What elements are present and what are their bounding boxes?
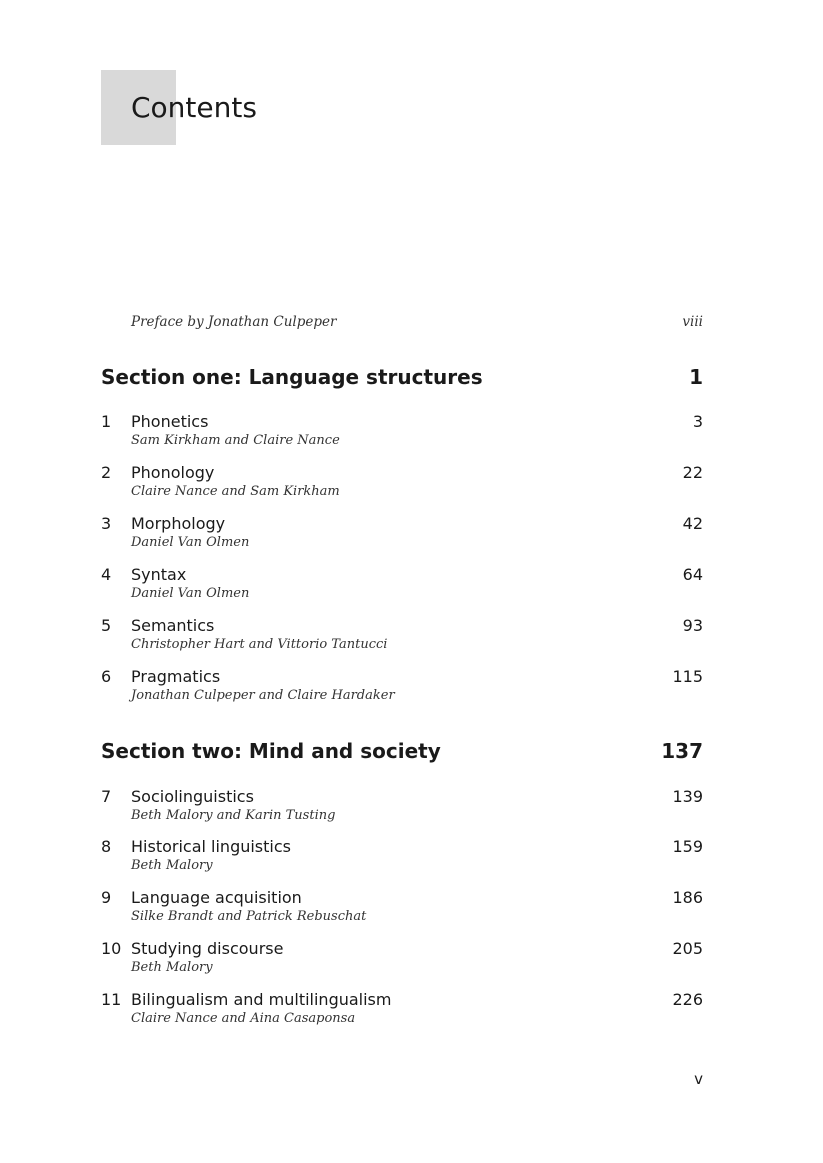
page-number: v <box>694 1070 703 1088</box>
chapter-page: 186 <box>672 888 703 907</box>
chapter-page: 226 <box>672 990 703 1009</box>
chapter-authors: Jonathan Culpeper and Claire Hardaker <box>131 688 395 703</box>
chapter-page: 22 <box>682 463 703 482</box>
chapter-entry <box>101 411 703 453</box>
chapter-page: 93 <box>682 616 703 635</box>
chapter-page: 42 <box>682 514 703 533</box>
chapter-entry <box>101 989 703 1031</box>
preface-title: Preface by Jonathan Culpeper <box>131 314 337 330</box>
chapter-entry <box>101 666 703 708</box>
chapter-authors: Beth Malory <box>131 858 213 873</box>
chapter-authors: Claire Nance and Aina Casaponsa <box>131 1011 356 1026</box>
chapter-page: 115 <box>672 667 703 686</box>
chapter-authors: Sam Kirkham and Claire Nance <box>131 433 340 448</box>
chapter-title: Historical linguistics <box>131 837 291 856</box>
chapter-number: 9 <box>101 888 112 907</box>
chapter-number: 4 <box>101 565 112 584</box>
chapter-entry <box>101 786 703 828</box>
section-heading <box>101 362 703 392</box>
chapter-title: Phonology <box>131 463 215 482</box>
page-title: Contents <box>131 91 257 124</box>
chapter-entry <box>101 887 703 929</box>
chapter-number: 10 <box>101 939 122 958</box>
section-page: 137 <box>661 739 703 763</box>
chapter-title: Syntax <box>131 565 187 584</box>
chapter-number: 11 <box>101 990 122 1009</box>
chapter-entry <box>101 836 703 878</box>
chapter-title: Pragmatics <box>131 667 221 686</box>
chapter-title: Phonetics <box>131 412 209 431</box>
chapter-title: Semantics <box>131 616 215 635</box>
chapter-authors: Beth Malory and Karin Tusting <box>131 808 336 823</box>
chapter-page: 139 <box>672 787 703 806</box>
chapter-authors: Daniel Van Olmen <box>131 586 250 601</box>
chapter-title: Language acquisition <box>131 888 302 907</box>
chapter-title: Studying discourse <box>131 939 284 958</box>
chapter-authors: Beth Malory <box>131 960 213 975</box>
chapter-title: Sociolinguistics <box>131 787 254 806</box>
section-heading <box>101 736 703 766</box>
chapter-number: 7 <box>101 787 112 806</box>
chapter-entry <box>101 615 703 657</box>
chapter-number: 6 <box>101 667 112 686</box>
chapter-page: 159 <box>672 837 703 856</box>
chapter-entry <box>101 564 703 606</box>
chapter-page: 3 <box>692 412 703 431</box>
chapter-number: 8 <box>101 837 112 856</box>
chapter-number: 1 <box>101 412 112 431</box>
chapter-number: 3 <box>101 514 112 533</box>
chapter-page: 64 <box>682 565 703 584</box>
section-title: Section one: Language structures <box>101 365 483 389</box>
chapter-authors: Silke Brandt and Patrick Rebuschat <box>131 909 367 924</box>
chapter-number: 2 <box>101 463 112 482</box>
chapter-authors: Claire Nance and Sam Kirkham <box>131 484 340 499</box>
chapter-authors: Daniel Van Olmen <box>131 535 250 550</box>
chapter-number: 5 <box>101 616 112 635</box>
chapter-title: Bilingualism and multilingualism <box>131 990 392 1009</box>
chapter-page: 205 <box>672 939 703 958</box>
chapter-title: Morphology <box>131 514 226 533</box>
section-page: 1 <box>689 365 703 389</box>
preface-entry <box>131 312 703 332</box>
section-title: Section two: Mind and society <box>101 739 441 763</box>
chapter-entry <box>101 938 703 980</box>
chapter-authors: Christopher Hart and Vittorio Tantucci <box>131 637 388 652</box>
chapter-entry <box>101 462 703 504</box>
chapter-entry <box>101 513 703 555</box>
preface-page: viii <box>682 314 703 330</box>
